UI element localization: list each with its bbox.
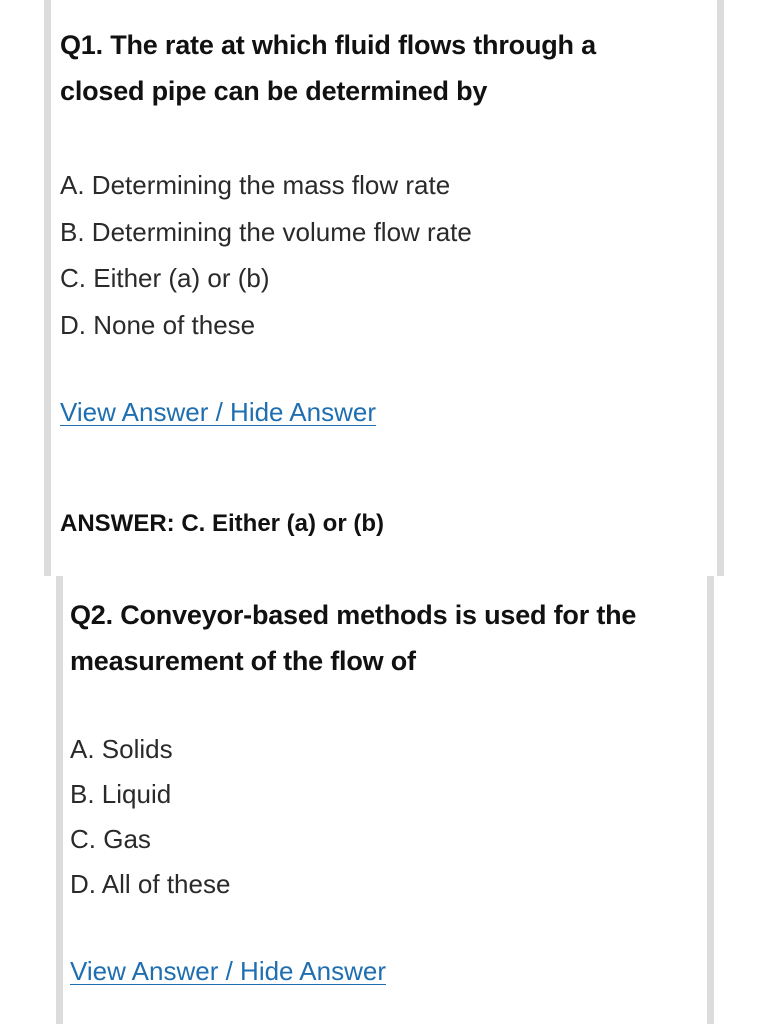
option-a: A. Determining the mass flow rate xyxy=(60,170,451,200)
question-line-2: closed pipe can be determined by xyxy=(60,76,488,106)
question-text xyxy=(70,592,636,684)
question-card-2 xyxy=(56,576,714,1024)
answer-text: ANSWER: C. Either (a) or (b) xyxy=(60,510,384,537)
option-d: D. None of these xyxy=(60,309,256,340)
option-b: B. Liquid xyxy=(70,779,172,809)
view-hide-answer-link[interactable]: View Answer / Hide Answer xyxy=(60,397,376,427)
view-hide-answer-link[interactable]: View Answer / Hide Answer xyxy=(70,956,386,986)
question-line-1: Q2. Conveyor-based methods is used for the xyxy=(70,600,637,630)
options-list xyxy=(60,162,472,348)
question-text xyxy=(60,22,700,114)
question-line-1: Q1. The rate at which fluid flows through a xyxy=(60,30,596,60)
question-line-2: measurement of the flow of xyxy=(70,646,416,676)
option-b: B. Determining the volume flow rate xyxy=(60,216,472,247)
option-a: A. Solids xyxy=(70,734,173,764)
options-list xyxy=(70,727,230,907)
option-c: C. Either (a) or (b) xyxy=(60,263,270,293)
option-d: D. All of these xyxy=(70,869,231,899)
question-card-1 xyxy=(44,0,724,576)
option-c: C. Gas xyxy=(70,824,151,854)
